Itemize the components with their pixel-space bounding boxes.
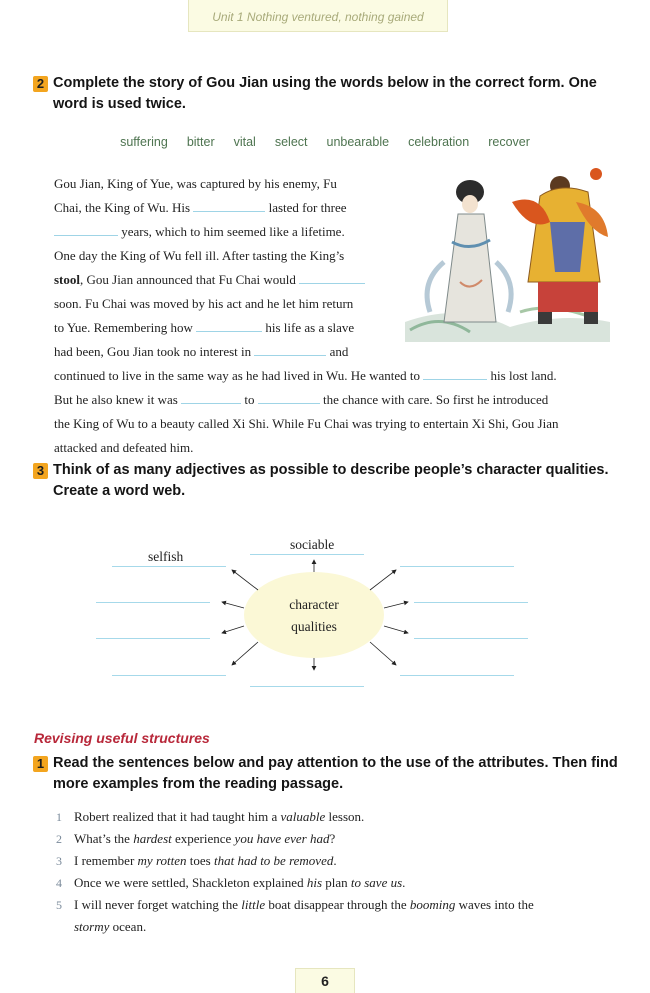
story-line: years, which to him seemed like a lifetime.	[54, 220, 345, 244]
word-bank-item: vital	[233, 135, 256, 149]
story-line: soon. Fu Chai was moved by his act and he let him return	[54, 296, 354, 311]
story-line: Gou Jian, King of Yue, was captured by his enemy, Fu	[54, 176, 337, 191]
word-bank-item: unbearable	[326, 135, 390, 149]
task-number-badge: 2	[33, 76, 48, 92]
story-line: But he also knew it was to the chance with care. So first he introduced	[54, 392, 549, 407]
arrow-down-left	[232, 642, 258, 665]
arrow-down-right	[370, 642, 396, 665]
story-line: stool, Gou Jian announced that Fu Chai would	[54, 268, 365, 292]
word-bank-item: suffering	[120, 135, 168, 149]
story-line: had been, Gou Jian took no interest in and	[54, 344, 349, 359]
word-bank-item: bitter	[186, 135, 215, 149]
task-number-badge: 3	[33, 463, 48, 479]
story-line: continued to live in the same way as he had lived in Wu. He wanted to his lost land.	[54, 368, 557, 383]
story-line: the King of Wu to a beauty called Xi Shi. While Fu Chai was trying to entertain Xi Shi, Gou Jian	[54, 416, 559, 431]
task3-instruction: Think of as many adjectives as possible to describe people’s character qualities. Create a word web.	[53, 462, 609, 499]
story-line: attacked and defeated him.	[54, 440, 194, 455]
story-line: Chai, the King of Wu. His lasted for three	[54, 200, 347, 215]
arrow-up-left	[232, 570, 258, 590]
story-line: One day the King of Wu fell ill. After tasting the King’s	[54, 248, 345, 263]
word-bank-item: select	[274, 135, 308, 149]
arrow-up-right	[370, 570, 396, 590]
section-title: Revising useful structures	[34, 730, 210, 746]
word-bank-item: recover	[488, 135, 530, 149]
story-line: to Yue. Remembering how his life as a slave	[54, 320, 355, 335]
arrow-left-lower	[222, 626, 244, 633]
arrow-right-lower	[384, 626, 408, 633]
arrow-right-upper	[384, 602, 408, 608]
word-bank-item: celebration	[408, 135, 470, 149]
task-number-badge: 1	[33, 756, 48, 772]
task2-instruction: Complete the story of Gou Jian using the words below in the correct form. One word is used twice.	[53, 75, 597, 112]
word-web-center-label: character qualities	[289, 597, 339, 634]
unit-title: Unit 1 Nothing ventured, nothing gained	[212, 10, 424, 24]
page-number: 6	[295, 968, 355, 993]
arrow-left-upper	[222, 602, 244, 608]
revising-instruction: Read the sentences below and pay attention to the use of the attributes. Then find more examples from the reading passage.	[53, 755, 618, 792]
example-word-selfish: selfish	[148, 549, 184, 564]
example-word-sociable: sociable	[290, 537, 335, 552]
